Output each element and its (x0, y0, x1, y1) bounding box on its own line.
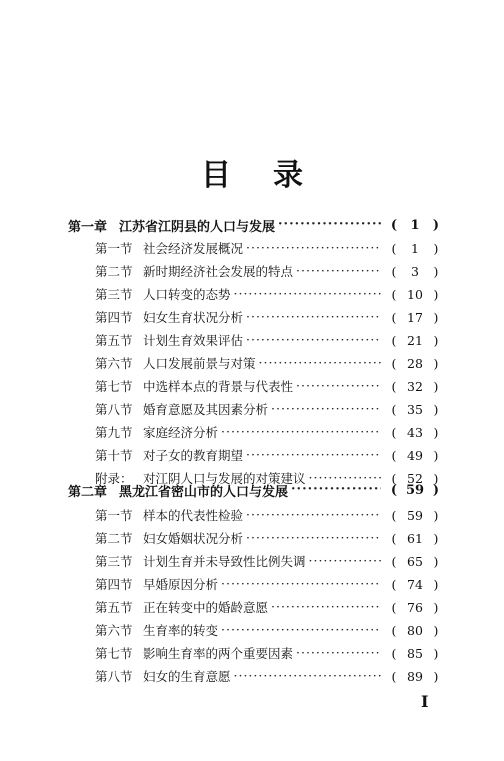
section-title: 计划生育并未导致性比例失调 (143, 554, 306, 569)
toc-section[interactable] (0, 260, 504, 282)
section-title: 早婚原因分析 (143, 577, 219, 592)
dot-leader (246, 310, 381, 324)
toc-appendix[interactable] (0, 467, 504, 489)
dot-leader (309, 554, 381, 568)
page-reference: ( 52 ) (391, 470, 439, 486)
dot-leader (246, 531, 381, 545)
dot-leader (246, 333, 381, 347)
toc-section[interactable] (0, 596, 504, 618)
section-title: 影响生育率的两个重要因素 (143, 646, 294, 661)
toc-chapter-1[interactable] (0, 214, 504, 236)
section-label: 第六节 (95, 623, 133, 638)
page-reference: ( 17 ) (391, 309, 439, 325)
section-title: 婚育意愿及其因素分析 (143, 402, 269, 417)
dot-leader (259, 356, 381, 370)
section-label: 第二节 (95, 531, 133, 546)
section-title: 新时期经济社会发展的特点 (143, 264, 294, 279)
page-reference: ( 76 ) (391, 599, 439, 615)
dot-leader (271, 402, 381, 416)
section-title: 中选样本点的背景与代表性 (143, 379, 294, 394)
dot-leader (221, 425, 381, 439)
dot-leader (221, 623, 381, 637)
chapter-label: 第二章 (68, 484, 108, 500)
section-title: 样本的代表性检验 (143, 508, 244, 523)
section-label: 附录： (95, 471, 133, 486)
dot-leader (271, 600, 381, 614)
section-title: 对子女的教育期望 (143, 448, 244, 463)
toc-section[interactable] (0, 398, 504, 420)
dot-leader (296, 264, 381, 278)
page-reference: ( 74 ) (391, 576, 439, 592)
page-reference: ( 80 ) (391, 622, 439, 638)
section-label: 第一节 (95, 241, 133, 256)
section-label: 第五节 (95, 333, 133, 348)
section-label: 第一节 (95, 508, 133, 523)
page-reference: ( 49 ) (391, 447, 439, 463)
section-label: 第八节 (95, 402, 133, 417)
page-reference: ( 35 ) (391, 401, 439, 417)
section-label: 第九节 (95, 425, 133, 440)
section-title: 社会经济发展概况 (143, 241, 244, 256)
dot-leader (234, 287, 381, 301)
section-title: 对江阴人口与发展的对策建议 (143, 471, 306, 486)
chapter-title: 江苏省江阴县的人口与发展 (119, 219, 276, 235)
page-reference: ( 59 ) (391, 507, 439, 523)
page-reference: ( 3 ) (391, 263, 439, 279)
dot-leader (296, 379, 381, 393)
toc-section[interactable] (0, 550, 504, 572)
dot-leader (234, 669, 381, 683)
toc-section[interactable] (0, 283, 504, 305)
section-label: 第四节 (95, 310, 133, 325)
toc-section[interactable] (0, 306, 504, 328)
toc-section[interactable] (0, 329, 504, 351)
toc-section[interactable] (0, 665, 504, 687)
section-label: 第三节 (95, 287, 133, 302)
page-reference: ( 59 ) (390, 482, 440, 498)
section-label: 第三节 (95, 554, 133, 569)
section-title: 人口转变的态势 (143, 287, 231, 302)
section-title: 生育率的转变 (143, 623, 219, 638)
dot-leader (246, 448, 381, 462)
chapter-title: 黑龙江省密山市的人口与发展 (119, 484, 289, 500)
section-label: 第八节 (95, 669, 133, 684)
page-reference: ( 32 ) (391, 378, 439, 394)
chapter-label: 第一章 (68, 219, 108, 235)
toc-section[interactable] (0, 375, 504, 397)
section-title: 正在转变中的婚龄意愿 (143, 600, 269, 615)
toc-section[interactable] (0, 352, 504, 374)
toc-section[interactable] (0, 619, 504, 641)
dot-leader (309, 471, 381, 485)
dot-leader (221, 577, 381, 591)
section-label: 第二节 (95, 264, 133, 279)
page-number: I (421, 692, 429, 711)
section-label: 第十节 (95, 448, 133, 463)
page-title: 目录 (201, 158, 345, 193)
section-label: 第七节 (95, 379, 133, 394)
section-title: 妇女生育状况分析 (143, 310, 244, 325)
page-reference: ( 1 ) (391, 240, 439, 256)
toc-section[interactable] (0, 504, 504, 526)
section-title: 家庭经济分析 (143, 425, 219, 440)
page-reference: ( 89 ) (391, 668, 439, 684)
toc-section[interactable] (0, 444, 504, 466)
dot-leader (296, 646, 381, 660)
section-title: 计划生育效果评估 (143, 333, 244, 348)
section-label: 第五节 (95, 600, 133, 615)
page-reference: ( 65 ) (391, 553, 439, 569)
section-title: 妇女婚姻状况分析 (143, 531, 244, 546)
page-reference: ( 28 ) (391, 355, 439, 371)
toc-section[interactable] (0, 421, 504, 443)
dot-leader (246, 241, 381, 255)
page-reference: ( 61 ) (391, 530, 439, 546)
section-title: 妇女的生育意愿 (143, 669, 231, 684)
toc-section[interactable] (0, 573, 504, 595)
toc-section[interactable] (0, 642, 504, 664)
page-reference: ( 10 ) (391, 286, 439, 302)
page-reference: ( 21 ) (391, 332, 439, 348)
dot-leader (246, 508, 381, 522)
section-label: 第七节 (95, 646, 133, 661)
page-reference: ( 1 ) (390, 217, 440, 233)
section-label: 第四节 (95, 577, 133, 592)
dot-leader (278, 218, 381, 232)
toc-section[interactable] (0, 237, 504, 259)
toc-section[interactable] (0, 527, 504, 549)
section-title: 人口发展前景与对策 (143, 356, 256, 371)
section-label: 第六节 (95, 356, 133, 371)
page-reference: ( 43 ) (391, 424, 439, 440)
page-reference: ( 85 ) (391, 645, 439, 661)
